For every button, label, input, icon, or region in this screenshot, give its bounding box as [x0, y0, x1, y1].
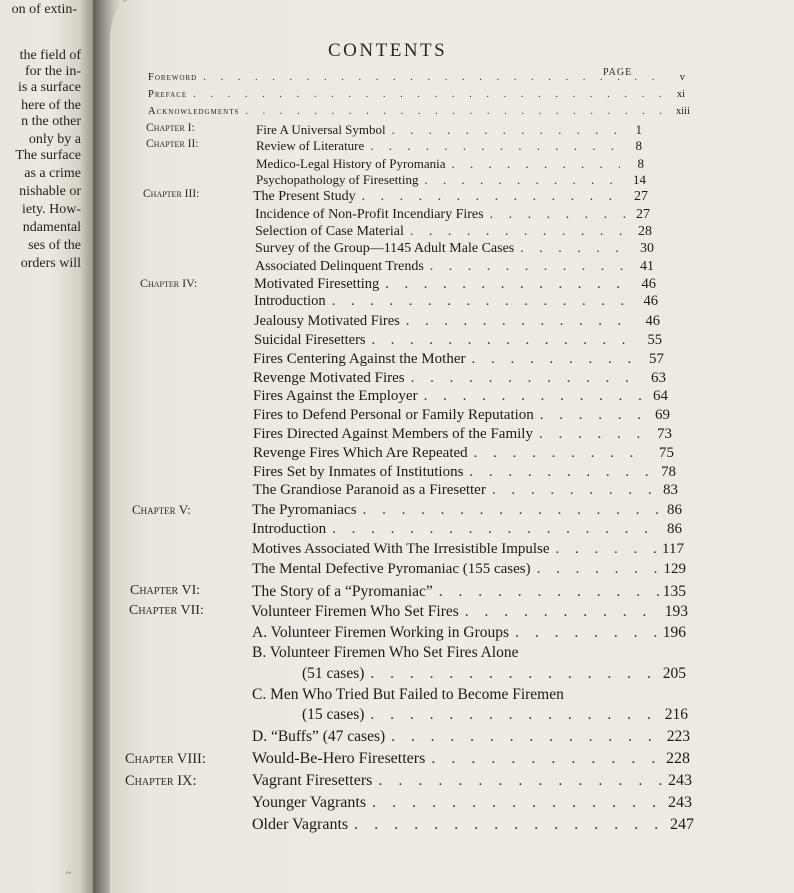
toc-entry — [252, 561, 686, 581]
left-page-line: n the other — [21, 114, 81, 129]
toc-entry — [252, 541, 684, 561]
leader-dots — [468, 445, 650, 462]
leader-dots — [404, 224, 628, 240]
page-number: 83 — [663, 482, 678, 498]
toc-entry — [255, 241, 654, 260]
page-number: 129 — [663, 561, 686, 577]
page-number: 1 — [635, 122, 642, 137]
chapter-label: Chapter II: — [146, 138, 199, 150]
leader-dots — [400, 313, 636, 330]
page-number: 27 — [634, 189, 648, 204]
entry-title: Selection of Case Material — [255, 224, 404, 239]
left-page-line: iety. How- — [22, 202, 81, 217]
front-matter-title: Foreword — [148, 72, 198, 83]
entry-title: Revenge Motivated Fires — [253, 370, 405, 386]
page-title: CONTENTS — [328, 40, 448, 61]
toc-entry — [251, 603, 688, 624]
toc-entry — [253, 407, 670, 427]
page-number: xiii — [675, 106, 690, 117]
toc-entry — [254, 332, 662, 352]
toc-entry — [252, 772, 692, 793]
toc-entry — [252, 794, 692, 815]
toc-entry — [253, 426, 672, 446]
leader-dots — [364, 706, 660, 724]
entry-title: Fires Centering Against the Mother — [253, 351, 466, 367]
leader-dots — [386, 122, 618, 138]
chapter-label: Chapter IV: — [140, 276, 198, 290]
toc-entry — [253, 388, 668, 408]
leader-dots — [433, 583, 659, 601]
entry-title: The Pyromaniacs — [252, 502, 357, 518]
page-number: 205 — [662, 665, 686, 682]
leader-dots — [465, 351, 640, 368]
page-number: 63 — [651, 370, 666, 386]
toc-entry — [252, 521, 682, 541]
page-number: 28 — [638, 224, 652, 239]
toc-entry — [253, 445, 674, 465]
entry-title: (51 cases) — [302, 665, 365, 682]
page-number: 64 — [653, 388, 668, 404]
chapter-label: Chapter VI: — [130, 583, 201, 598]
entry-title: Revenge Fires Which Are Repeated — [253, 445, 468, 461]
leader-dots — [385, 728, 663, 746]
entry-title: The Present Study — [253, 189, 356, 204]
page-number: 8 — [635, 138, 642, 153]
left-page-line: ndamental — [22, 220, 81, 235]
entry-title: Fires to Defend Personal or Family Reputation — [253, 407, 534, 423]
page-number: 86 — [667, 502, 682, 518]
leader-dots — [459, 603, 661, 621]
entry-title: Younger Vagrants — [252, 794, 367, 811]
front-matter-title: Acknowledgments — [148, 106, 240, 117]
leader-dots — [486, 482, 654, 499]
toc-entry — [252, 728, 690, 749]
page-number: 73 — [657, 426, 672, 442]
chapter-label: Chapter III: — [143, 188, 200, 200]
page-number: 8 — [637, 156, 644, 171]
page-number: 46 — [641, 276, 656, 292]
leader-dots — [424, 259, 630, 275]
entry-title: Introduction — [252, 521, 327, 537]
left-page-line: is a surface — [18, 80, 81, 95]
toc-entry — [252, 750, 690, 771]
left-page-line: The surface — [15, 148, 81, 163]
page-number: 46 — [643, 293, 658, 309]
toc-entry — [252, 686, 686, 707]
page-number: 46 — [645, 313, 660, 329]
leader-dots — [356, 189, 624, 205]
front-matter-row — [148, 72, 685, 90]
toc-entry — [253, 189, 648, 208]
page-number: 243 — [668, 772, 692, 789]
leader-dots — [348, 816, 666, 834]
leader-dots — [197, 72, 661, 83]
toc-entry — [253, 482, 678, 502]
leader-dots — [364, 138, 618, 154]
page-number: 57 — [649, 351, 664, 367]
entry-title: The Story of a “Pyromaniac” — [252, 583, 433, 600]
entry-title: Vagrant Firesetters — [252, 772, 373, 789]
toc-entry — [254, 313, 660, 333]
left-page-line: for the in- — [25, 64, 81, 79]
entry-title: B. Volunteer Firemen Who Set Fires Alone — [252, 644, 519, 661]
left-page-line: here of the — [21, 98, 81, 113]
pencil-mark: ~ — [66, 868, 72, 879]
entry-title: Would-Be-Hero Firesetters — [252, 750, 426, 767]
leader-dots — [366, 332, 638, 349]
left-page-line: orders will — [20, 256, 81, 271]
entry-title: Medico-Legal History of Pyromania — [256, 156, 446, 171]
page-number: 41 — [640, 259, 654, 274]
chapter-label: Chapter V: — [132, 502, 191, 517]
entry-title: Introduction — [254, 293, 326, 309]
page-number: 223 — [666, 728, 690, 745]
page-number: 247 — [670, 816, 694, 833]
page-column-header: PAGE — [603, 67, 633, 78]
entry-title: Fires Set by Inmates of Institutions — [253, 464, 464, 480]
toc-entry — [252, 583, 686, 604]
entry-title: Fires Against the Employer — [253, 388, 418, 404]
page-number: v — [679, 72, 685, 83]
entry-title: Survey of the Group—1145 Adult Male Cases — [255, 241, 515, 256]
toc-entry — [253, 351, 664, 371]
page-number: 55 — [647, 332, 662, 348]
leader-dots — [364, 665, 658, 683]
leader-dots — [405, 370, 642, 387]
page-number: 86 — [667, 521, 682, 537]
leader-dots — [357, 502, 658, 519]
chapter-label: Chapter IX: — [125, 773, 197, 789]
page-number: 69 — [655, 407, 670, 423]
leader-dots — [446, 156, 620, 172]
leader-dots — [366, 794, 664, 812]
front-matter-row — [148, 89, 685, 107]
page-number: xi — [676, 89, 685, 100]
toc-entry — [302, 706, 688, 727]
leader-dots — [379, 276, 632, 293]
entry-title: Volunteer Firemen Who Set Fires — [251, 603, 459, 620]
leader-dots — [239, 106, 666, 117]
toc-entry — [256, 172, 646, 190]
leader-dots — [533, 426, 648, 443]
entry-title: Incidence of Non-Profit Incendiary Fires — [255, 207, 484, 222]
left-page-line: the field of — [19, 48, 81, 63]
leader-dots — [326, 293, 634, 310]
entry-title: Older Vagrants — [252, 816, 349, 833]
toc-entry — [252, 502, 682, 522]
page-number: 14 — [633, 172, 646, 187]
leader-dots — [484, 207, 626, 223]
entry-title: Review of Literature — [256, 138, 365, 153]
page-number: 75 — [659, 445, 674, 461]
toc-entry — [252, 624, 686, 645]
leader-dots — [326, 521, 658, 538]
front-matter-title: Preface — [148, 89, 188, 100]
toc-entry — [252, 644, 685, 665]
entry-title: D. “Buffs” (47 cases) — [252, 728, 386, 745]
leader-dots — [534, 407, 646, 424]
entry-title: C. Men Who Tried But Failed to Become Firemen — [252, 686, 564, 703]
entry-title: The Mental Defective Pyromaniac (155 cases) — [252, 561, 531, 577]
leader-dots — [418, 388, 644, 405]
entry-title: Fire A Universal Symbol — [256, 122, 386, 137]
entry-title: Fires Directed Against Members of the Family — [253, 426, 533, 442]
toc-entry — [254, 293, 658, 313]
entry-title: Jealousy Motivated Fires — [254, 313, 400, 329]
entry-title: A. Volunteer Firemen Working in Groups — [252, 624, 510, 641]
left-page-line: ses of the — [28, 238, 81, 253]
left-page-line: as a crime — [24, 166, 81, 181]
toc-entry — [256, 138, 642, 156]
page-number: 193 — [664, 603, 688, 620]
page-number: 243 — [668, 794, 692, 811]
page-number: 135 — [662, 583, 686, 600]
left-page-line: nishable or — [19, 184, 81, 199]
entry-title: The Grandiose Paranoid as a Firesetter — [253, 482, 486, 498]
leader-dots — [419, 172, 623, 188]
page-number: 228 — [666, 750, 690, 767]
left-page-line: on of extin- — [11, 2, 77, 17]
entry-title: Motives Associated With The Irresistible Impulse — [252, 541, 550, 557]
leader-dots — [550, 541, 659, 558]
toc-entry — [253, 464, 676, 484]
chapter-label: Chapter VIII: — [125, 751, 206, 767]
leader-dots — [425, 750, 662, 768]
leader-dots — [372, 772, 664, 790]
entry-title: Psychopathology of Firesetting — [256, 172, 419, 187]
leader-dots — [531, 561, 660, 578]
page-number: 117 — [662, 541, 684, 557]
entry-title: Associated Delinquent Trends — [255, 259, 424, 274]
page-number: 27 — [636, 207, 650, 222]
left-page-line: only by a — [28, 132, 81, 147]
leader-dots — [509, 624, 659, 642]
leader-dots — [463, 464, 652, 481]
chapter-label: Chapter I: — [146, 122, 195, 134]
page-number: 196 — [662, 624, 686, 641]
toc-entry — [252, 816, 694, 837]
page-number: 78 — [661, 464, 676, 480]
entry-title: (15 cases) — [302, 706, 365, 723]
entry-title: Suicidal Firesetters — [254, 332, 366, 348]
chapter-label: Chapter VII: — [129, 603, 204, 618]
left-page — [0, 0, 93, 893]
page-number: 216 — [664, 706, 688, 723]
page-number: 30 — [640, 241, 654, 256]
leader-dots — [187, 89, 661, 100]
entry-title: Motivated Firesetting — [254, 276, 380, 292]
leader-dots — [514, 241, 630, 257]
toc-entry — [253, 370, 666, 390]
toc-entry — [302, 665, 686, 686]
